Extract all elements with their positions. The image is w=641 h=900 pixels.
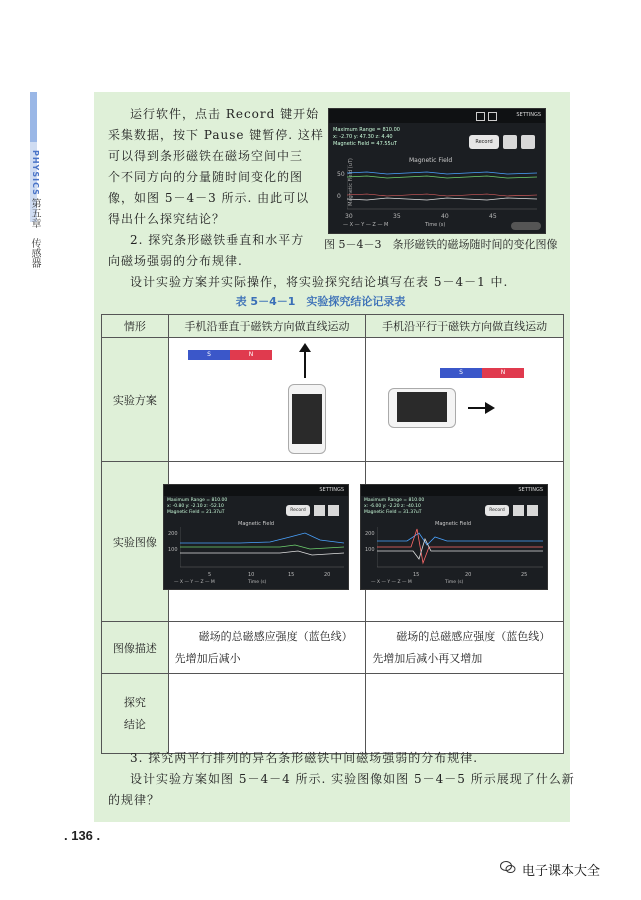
row-label-conclusion	[102, 674, 169, 754]
bar-magnet-left	[188, 350, 272, 360]
table-header-row	[102, 315, 564, 338]
subject-label: PHYSICS	[31, 150, 40, 196]
chapter-tab-marker	[30, 92, 37, 142]
intro-line-5: 像，如图 5－4－3 所示. 由此可以	[108, 191, 310, 205]
readout-range: Maximum Range = 810.00	[364, 498, 425, 503]
sensor-readout	[167, 498, 227, 516]
figure-5-4-3-app-screenshot	[328, 108, 546, 234]
legend: — X — Y — Z — M	[174, 580, 215, 585]
arrow-up-head-icon	[299, 343, 311, 352]
step3-line-3: 的规律？	[108, 793, 161, 807]
description-parallel	[366, 622, 564, 674]
magnet-n-pole: N	[482, 368, 524, 378]
x-tick: 5	[208, 572, 212, 578]
table-title: 表 5－4－1 实验探究结论记录表	[235, 295, 406, 308]
wechat-icon	[500, 860, 516, 874]
series-y-line	[180, 545, 344, 549]
intro-line-1: 运行软件，点击 Record 键开始	[130, 107, 320, 121]
x-tick: 35	[393, 213, 401, 220]
x-tick: 10	[248, 572, 255, 578]
design-sentence: 设计实验方案并实际操作，将实验探究结论填写在表 5－4－1 中.	[130, 275, 509, 289]
y-tick: 50	[337, 171, 345, 178]
phone-screen	[397, 392, 447, 422]
arrow-right-icon	[468, 407, 486, 409]
x-tick: 30	[345, 213, 353, 220]
playback-controls[interactable]	[511, 222, 541, 230]
series-x-line	[377, 529, 543, 563]
row-label-conclusion-text: 探究结论	[123, 695, 146, 731]
description-parallel-line-1: 磁场的总磁感应强度（蓝色线）	[396, 629, 551, 643]
x-axis-label: Time (s)	[248, 580, 267, 585]
readout-xyz: x: -2.70 y: 47.30 z: 4.40	[333, 134, 393, 140]
series-m-line	[180, 533, 344, 543]
magnet-n-pole: N	[230, 350, 272, 360]
magnetic-field-plot	[377, 527, 543, 571]
magnet-s-pole: S	[440, 368, 482, 378]
x-tick: 20	[324, 572, 331, 578]
x-tick: 40	[441, 213, 449, 220]
intro-line-3: 可以得到条形磁铁在磁场空间中三	[108, 149, 304, 163]
series-z-line	[377, 539, 543, 559]
description-vertical-line-1: 磁场的总磁感应强度（蓝色线）	[198, 629, 353, 643]
figure-5-4-3-caption: 图 5－4－3 条形磁铁的磁场随时间的变化图像	[324, 238, 558, 251]
graph-vertical-screenshot	[163, 484, 349, 590]
readout-field: Magnetic Field = 31.37uT	[364, 510, 422, 515]
record-button[interactable]: Record	[469, 135, 499, 149]
record-button[interactable]: Record	[286, 505, 310, 516]
export-icon[interactable]	[476, 112, 485, 121]
row-label-graph: 实验图像	[102, 462, 169, 622]
conclusion-parallel-cell	[366, 674, 564, 754]
legend: — X — Y — Z — M	[371, 580, 412, 585]
intro-line-4: 个不同方向的分量随时间变化的图	[108, 170, 304, 184]
readout-range: Maximum Range = 810.00	[167, 498, 228, 503]
sensor-readout	[333, 127, 400, 148]
row-label-description: 图像描述	[102, 622, 169, 674]
y-tick: 0	[337, 193, 341, 200]
readout-field: Magnetic Field = 47.55uT	[333, 141, 397, 147]
magnetic-field-plot	[347, 165, 537, 213]
x-axis-label: Time (s)	[425, 222, 446, 228]
readout-xyz: x: -6.00 y: -2.20 z: -40.10	[364, 504, 421, 509]
magnet-s-pole: S	[188, 350, 230, 360]
sensor-readout	[364, 498, 424, 516]
table-row-conclusion	[102, 674, 564, 754]
stop-button[interactable]	[521, 135, 535, 149]
y-tick: 100	[365, 547, 375, 553]
y-tick: 200	[168, 531, 178, 537]
description-vertical	[168, 622, 366, 674]
description-vertical-line-2: 先增加后减小	[174, 651, 241, 665]
phone-screen	[292, 394, 322, 444]
plot-title: Magnetic Field	[409, 157, 453, 164]
settings-button[interactable]: SETTINGS	[319, 487, 344, 493]
series-x-line	[347, 194, 537, 196]
arrow-right-head-icon	[485, 402, 495, 414]
bar-magnet-right	[440, 368, 524, 378]
pause-button[interactable]	[314, 505, 325, 516]
series-z-line	[180, 551, 344, 555]
step2-line-2: 向磁场强弱的分布规律.	[108, 254, 243, 268]
table-row-plan	[102, 338, 564, 462]
x-tick: 25	[521, 572, 528, 578]
page-number: . 136 .	[64, 828, 101, 843]
y-tick: 100	[168, 547, 178, 553]
y-tick: 200	[365, 531, 375, 537]
readout-field: Magnetic Field = 21.37uT	[167, 510, 225, 515]
graph-parallel-screenshot	[360, 484, 548, 590]
series-m-line	[347, 172, 537, 174]
settings-button[interactable]: SETTINGS	[516, 112, 541, 118]
x-tick: 45	[489, 213, 497, 220]
pause-button[interactable]	[503, 135, 517, 149]
readout-range: Maximum Range = 810.00	[333, 127, 400, 133]
intro-line-2: 采集数据，按下 Pause 键暂停. 这样	[108, 128, 324, 142]
camera-icon[interactable]	[488, 112, 497, 121]
stop-button[interactable]	[527, 505, 538, 516]
settings-button[interactable]: SETTINGS	[518, 487, 543, 493]
plot-title: Magnetic Field	[238, 521, 275, 527]
description-parallel-line-2: 先增加后减小再又增加	[372, 651, 483, 665]
x-axis-label: Time (s)	[445, 580, 464, 585]
phone-horizontal-icon	[388, 388, 456, 428]
intro-line-6: 得出什么探究结论？	[108, 212, 226, 226]
x-tick: 15	[288, 572, 295, 578]
record-button[interactable]: Record	[485, 505, 509, 516]
chapter-label: 第五章 传感器	[29, 198, 40, 268]
table-row-description	[102, 622, 564, 674]
step2-line-1: 2. 探究条形磁铁垂直和水平方	[130, 233, 305, 247]
series-y-line	[347, 176, 537, 178]
stop-button[interactable]	[328, 505, 339, 516]
pause-button[interactable]	[513, 505, 524, 516]
header-parallel-motion: 手机沿平行于磁铁方向做直线运动	[366, 315, 564, 338]
x-tick: 15	[413, 572, 420, 578]
app-topbar	[329, 109, 545, 123]
header-situation: 情形	[102, 315, 169, 338]
legend: — X — Y — Z — M	[343, 222, 389, 228]
y-axis-label: Magnetic Field (uT)	[347, 158, 354, 206]
magnetic-field-plot	[180, 527, 344, 571]
row-label-plan: 实验方案	[102, 338, 169, 462]
phone-vertical-icon	[288, 384, 326, 454]
watermark-text: 电子课本大全	[522, 864, 601, 879]
readout-xyz: x: -0.80 y: -2.10 z: -52.10	[167, 504, 224, 509]
conclusion-vertical-cell	[168, 674, 366, 754]
step3-line-1: 3. 探究两平行排列的异名条形磁铁中间磁场强弱的分布规律.	[130, 751, 479, 765]
plot-title: Magnetic Field	[435, 521, 472, 527]
x-tick: 20	[465, 572, 472, 578]
series-m-line	[377, 533, 543, 545]
header-vertical-motion: 手机沿垂直于磁铁方向做直线运动	[168, 315, 366, 338]
step3-line-2: 设计实验方案如图 5－4－4 所示. 实验图像如图 5－4－5 所示展现了什么新	[130, 772, 575, 786]
series-z-line	[347, 198, 537, 200]
arrow-up-icon	[304, 348, 306, 378]
